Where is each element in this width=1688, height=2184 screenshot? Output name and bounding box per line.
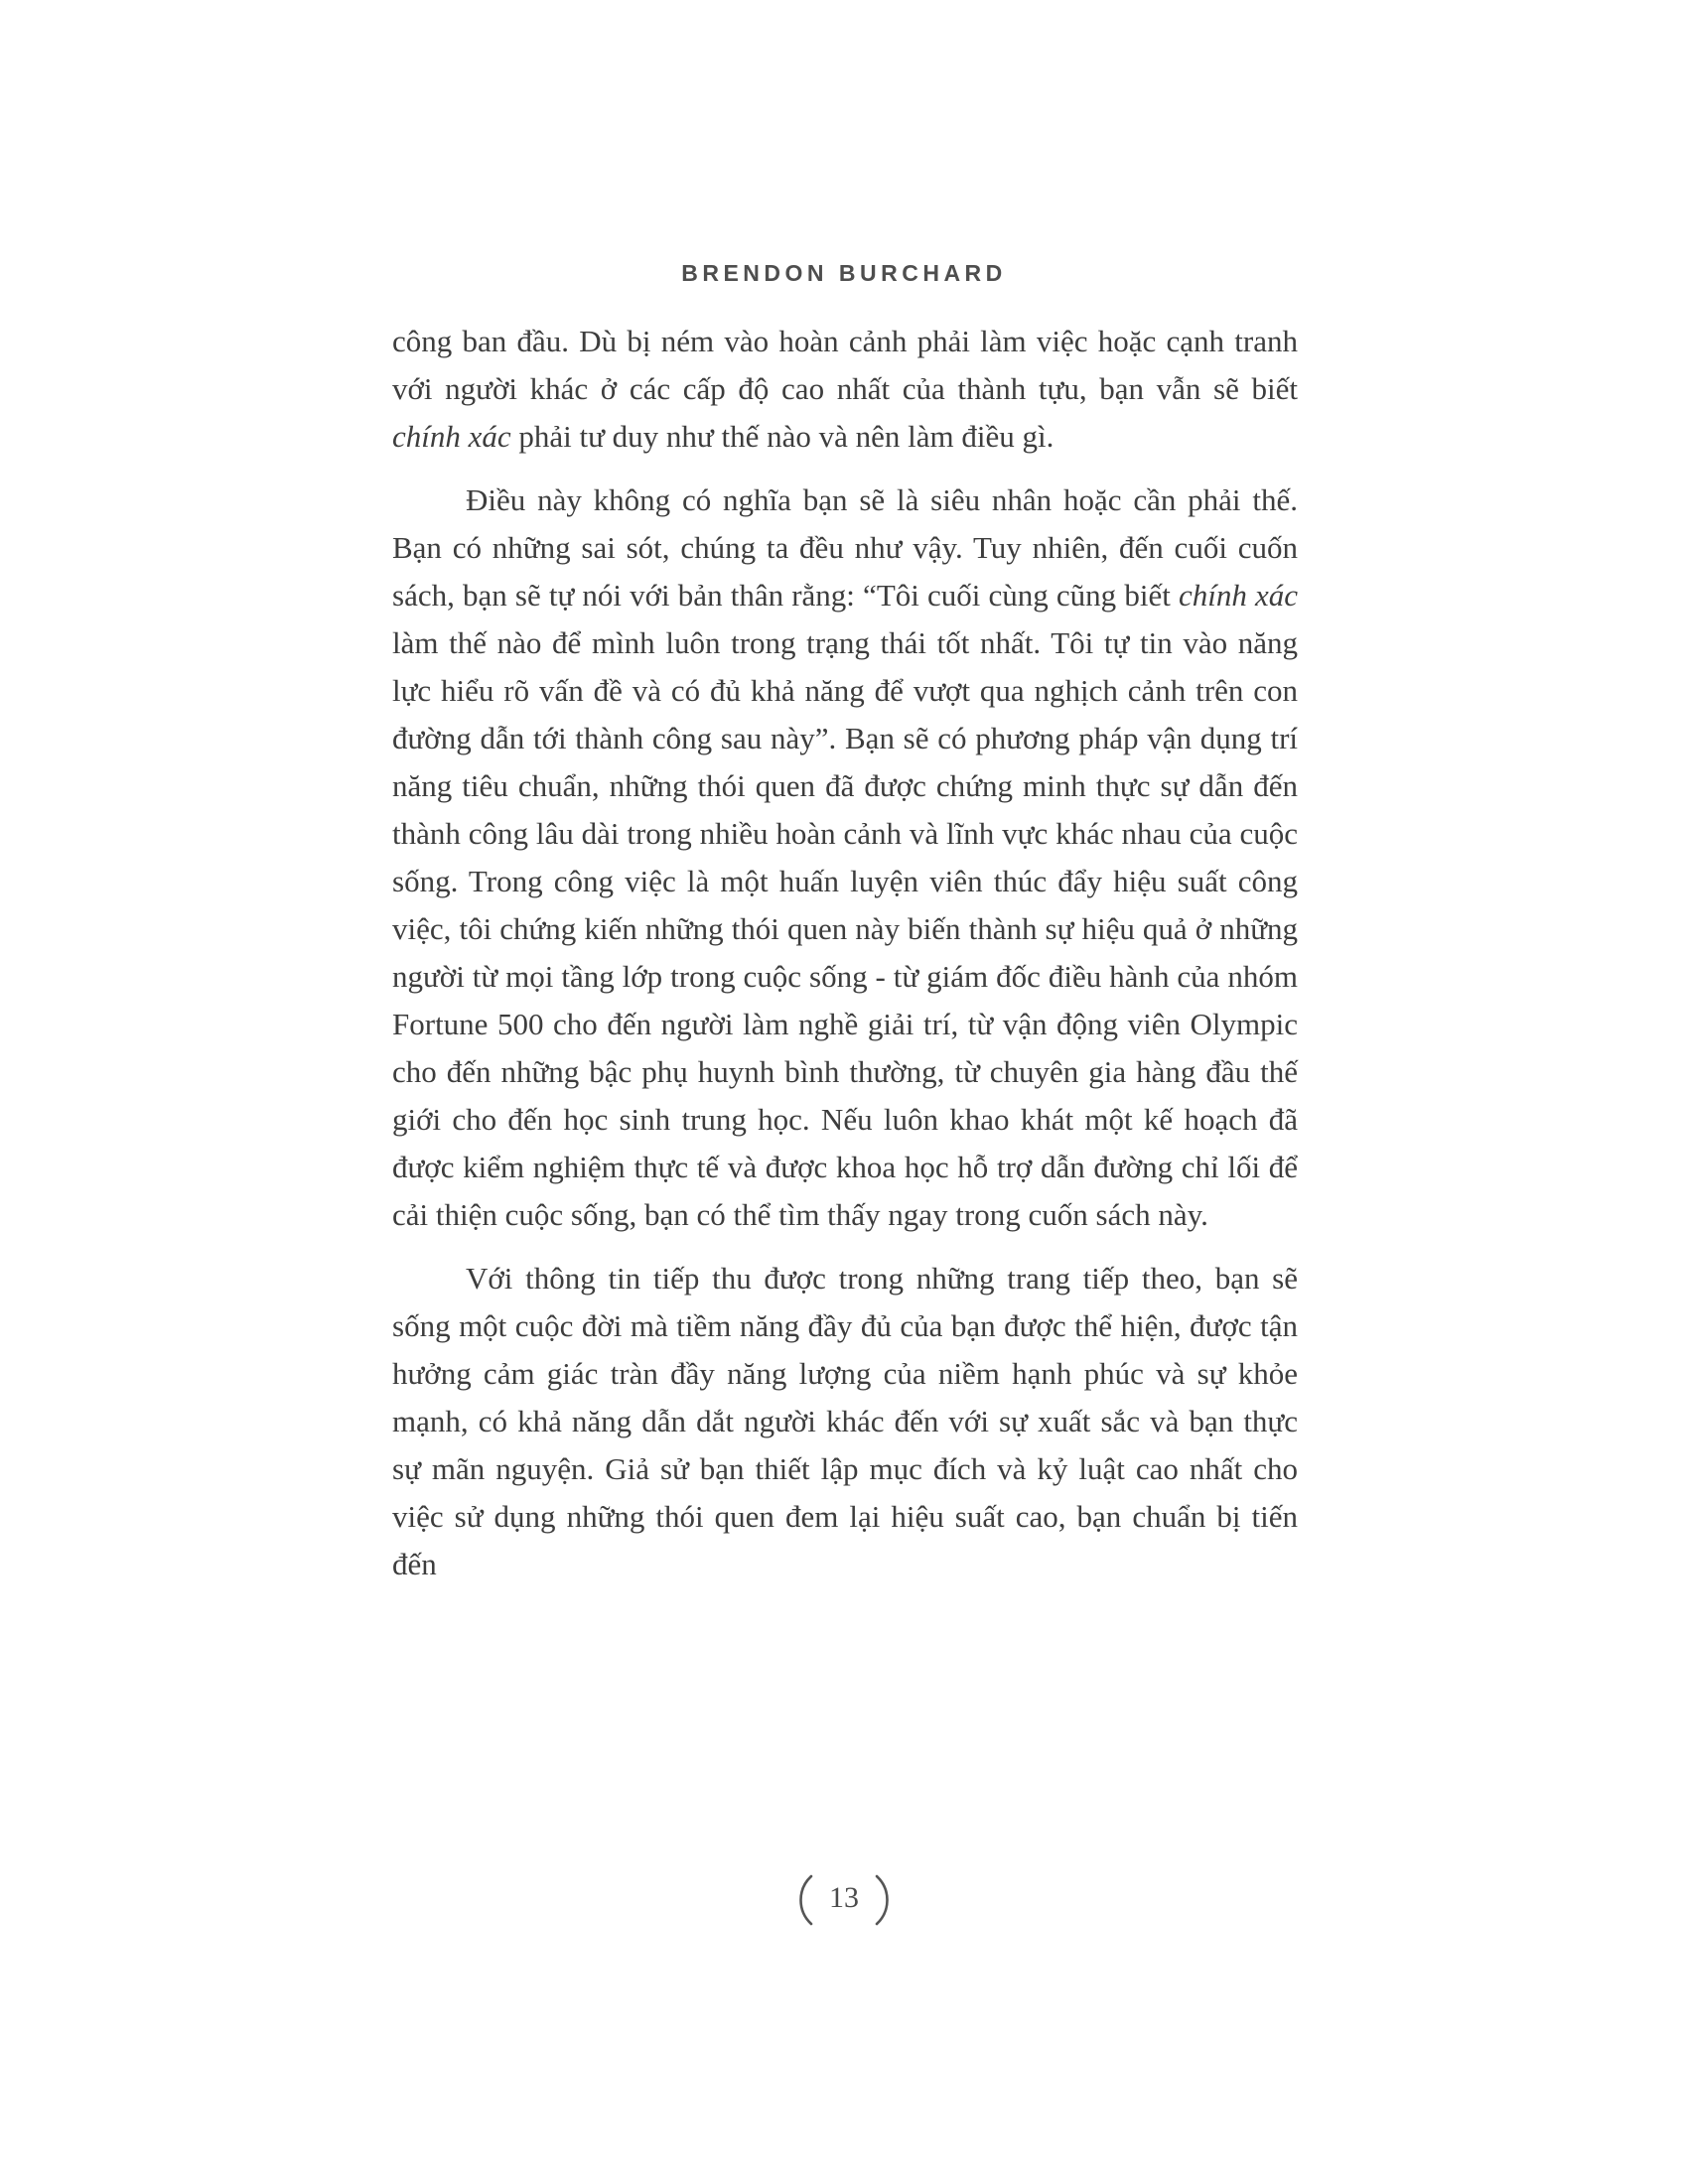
running-head-author: BRENDON BURCHARD	[681, 260, 1007, 286]
page-body	[392, 318, 1298, 1604]
text-segment: công ban đầu. Dù bị ném vào hoàn cảnh phải làm việc hoặc cạnh tranh với người khác ở các cấp độ cao nhất của thành tựu, bạn vẫn sẽ biết	[392, 324, 1298, 406]
text-segment: phải tư duy như thế nào và nên làm điều gì.	[510, 419, 1055, 454]
text-segment: Điều này không có nghĩa bạn sẽ là siêu nhân hoặc cần phải thế. Bạn có những sai sót, chúng ta đều như vậy. Tuy nhiên, đến cuối cuốn sách, bạn sẽ tự nói với bản thân rằng: “Tôi cuối cùng cũng biết	[392, 482, 1298, 613]
text-segment: Với thông tin tiếp thu được trong những trang tiếp theo, bạn sẽ sống một cuộc đời mà tiềm năng đầy đủ của bạn được thể hiện, được tận hưởng cảm giác tràn đầy năng lượng của niềm hạnh phúc và sự khỏe mạnh, có khả năng dẫn dắt người khác đến với sự xuất sắc và bạn thực sự mãn nguyện. Giả sử bạn thiết lập mục đích và kỷ luật cao nhất cho việc sử dụng những thói quen đem lại hiệu suất cao, bạn chuẩn bị tiến đến	[392, 1261, 1298, 1581]
open-paren-ornament-icon	[791, 1872, 815, 1928]
paragraph-1	[392, 318, 1298, 461]
text-segment-italic: chính xác	[392, 419, 511, 454]
page-number: 13	[829, 1881, 859, 1914]
paragraph-3	[392, 1255, 1298, 1588]
paragraph-2	[392, 477, 1298, 1239]
text-segment: làm thế nào để mình luôn trong trạng thái tốt nhất. Tôi tự tin vào năng lực hiểu rõ vấn đề và có đủ khả năng để vượt qua nghịch cảnh trên con đường dẫn tới thành công sau này”. Bạn sẽ có phương pháp vận dụng trí năng tiêu chuẩn, những thói quen đã được chứng minh thực sự dẫn đến thành công lâu dài trong nhiều hoàn cảnh và lĩnh vực khác nhau của cuộc sống. Trong công việc là một huấn luyện viên thúc đẩy hiệu suất công việc, tôi chứng kiến những thói quen này biến thành sự hiệu quả ở những người từ mọi tầng lớp trong cuộc sống - từ giám đốc điều hành của nhóm Fortune 500 cho đến người làm nghề giải trí, từ vận động viên Olympic cho đến những bậc phụ huynh bình thường, từ chuyên gia hàng đầu thế giới cho đến học sinh trung học. Nếu luôn khao khát một kế hoạch đã được kiểm nghiệm thực tế và được khoa học hỗ trợ dẫn đường chỉ lối để cải thiện cuộc sống, bạn có thể tìm thấy ngay trong cuốn sách này.	[392, 625, 1298, 1232]
page-footer	[0, 1872, 1688, 1928]
text-segment-italic: chính xác	[1178, 578, 1299, 613]
close-paren-ornament-icon	[873, 1872, 897, 1928]
